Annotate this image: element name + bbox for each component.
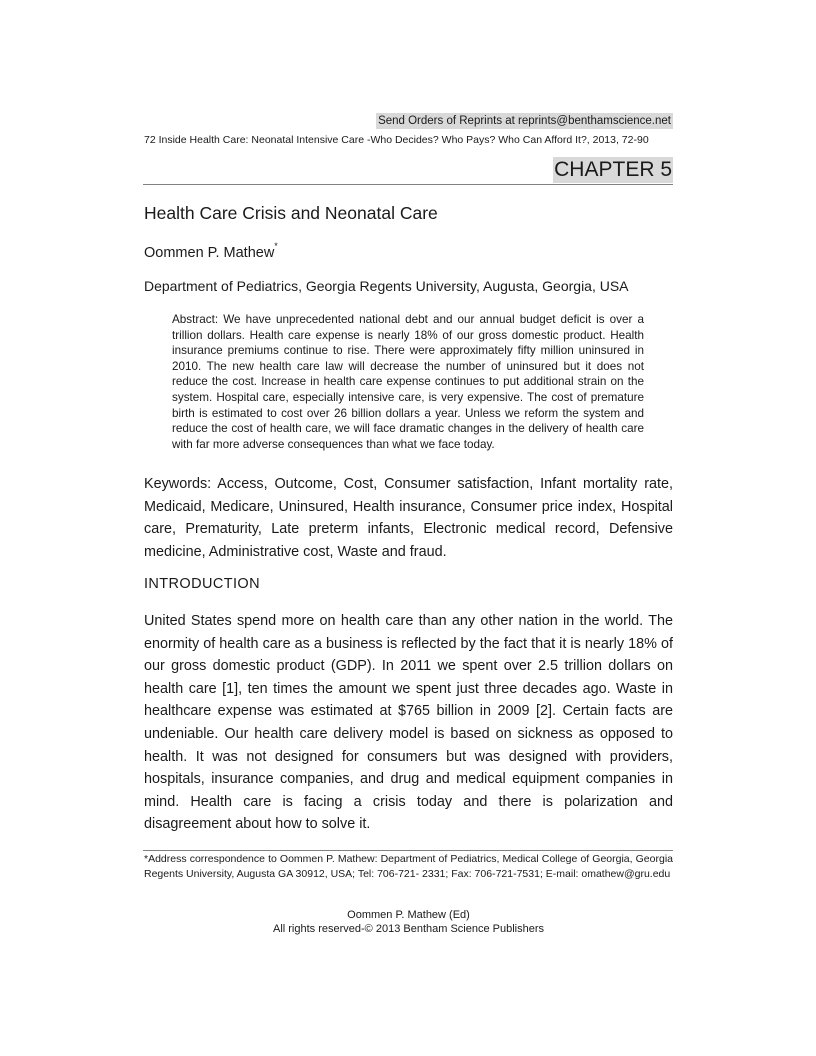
article-title: Health Care Crisis and Neonatal Care bbox=[144, 203, 438, 223]
author-line bbox=[144, 238, 278, 263]
chapter-label: CHAPTER 5 bbox=[554, 158, 672, 181]
editor-credit: Oommen P. Mathew (Ed) bbox=[347, 909, 470, 921]
author-name: Oommen P. Mathew bbox=[144, 244, 275, 261]
abstract: Abstract: We have unprecedented national debt and our annual budget deficit is over a trillion dollars. Health care expense is nearly 18% of our gross domestic product. Health insurance premiums continue to rise. There were approximately fifty million uninsured in 2010. The new health care law will decrease the number of uninsured but it does not reduce the cost. Increase in health care expense continues to put additional strain on the system. Hospital care, especially intensive care, is very expensive. The cost of premature birth is estimated to cost over 26 billion dollars a year. Unless we reform the system and reduce the cost of health care, we will face dramatic changes in the delivery of health care with far more adverse consequences than what we face today. bbox=[172, 313, 644, 451]
intro-paragraph: United States spend more on health care than any other nation in the world. The enormity of health care as a business is reflected by the fact that it is nearly 18% of our gross domestic product (GDP). In 2011 we spent over 2.5 trillion dollars on health care [1], ten times the amount we spent just three decades ago. Waste in healthcare expense was estimated at $765 billion in 2009 [2]. Certain facts are undeniable. Our health care delivery model is based on sickness as opposed to health. It was not designed for consumers but was designed with providers, hospitals, insurance companies, and drug and medical equipment companies in mind. Health care is facing a crisis today and there is polarization and disagreement about how to solve it. bbox=[144, 613, 673, 833]
copyright-notice: All rights reserved-© 2013 Bentham Science Publishers bbox=[272, 923, 544, 935]
section-heading-introduction: INTRODUCTION bbox=[144, 576, 260, 592]
running-head: 72 Inside Health Care: Neonatal Intensive Care -Who Decides? Who Pays? Who Can Afford It?, 2013, 72-90 bbox=[144, 134, 649, 146]
keywords: Keywords: Access, Outcome, Cost, Consumer satisfaction, Infant mortality rate, Medicaid, Medicare, Uninsured, Health insurance, Consumer price index, Hospital care, Prematurity, Late preterm infants, Electronic medical record, Defensive medicine, Administrative cost, Waste and fraud. bbox=[144, 476, 673, 560]
reprint-notice: Send Orders of Reprints at reprints@benthamscience.net bbox=[378, 115, 671, 127]
footnote: *Address correspondence to Oommen P. Mathew: Department of Pediatrics, Medical College of Georgia, Georgia Regents University, Augusta GA 30912, USA; Tel: 706-721- 2331; Fax: 706-721-7531; E-mail: omathew@gru.edu bbox=[144, 853, 673, 880]
footnote-divider bbox=[143, 850, 673, 851]
affiliation: Department of Pediatrics, Georgia Regents University, Augusta, Georgia, USA bbox=[144, 278, 629, 294]
author-footnote-mark: * bbox=[274, 241, 278, 251]
chapter-header-rule bbox=[143, 157, 673, 185]
